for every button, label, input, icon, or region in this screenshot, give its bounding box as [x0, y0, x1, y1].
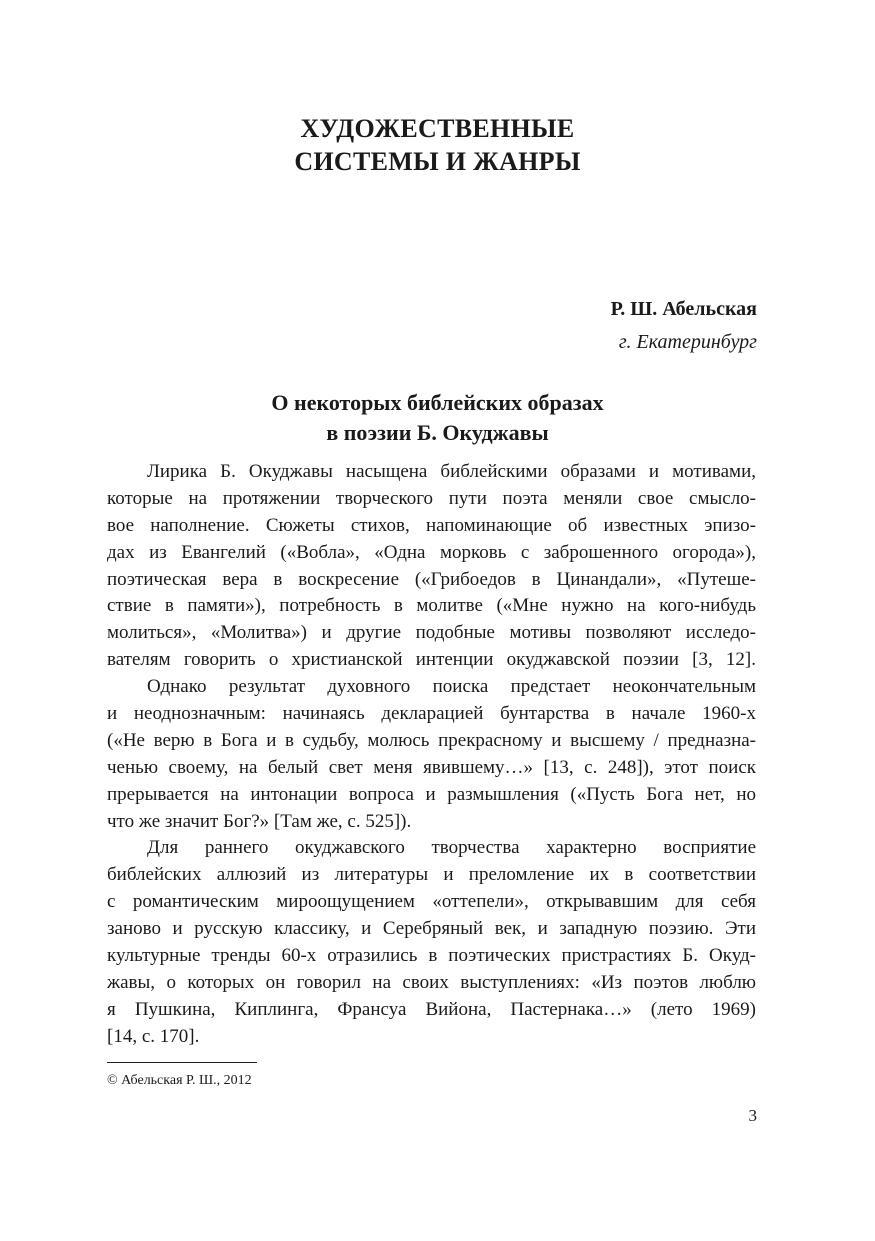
article-title-line-2: в поэзии Б. Окуджавы: [326, 420, 549, 445]
text-line: ченью своему, на белый свет меня явившему…» [13, с. 248]), этот поиск: [107, 756, 756, 778]
text-line: жавы, о которых он говорил на своих выступлениях: «Из поэтов люблю: [107, 971, 756, 993]
text-line: ствие в памяти»), потребность в молитве («Мне нужно на кого-нибудь: [107, 595, 756, 617]
paragraph-2: [107, 674, 756, 835]
text-line: вое наполнение. Сюжеты стихов, напоминающие об известных эпизо-: [107, 514, 756, 536]
section-title-line-2: СИСТЕМЫ И ЖАНРЫ: [294, 147, 581, 176]
text-line: («Не верю в Бога и в судьбу, молюсь прекрасному и высшему / предназна-: [107, 729, 756, 751]
section-title: [0, 112, 875, 178]
text-line: вателям говорить о христианской интенции окуджавской поэзии [3, 12].: [107, 649, 756, 671]
text-line: Лирика Б. Окуджавы насыщена библейскими образами и мотивами,: [147, 461, 756, 482]
text-line: я Пушкина, Киплинга, Франсуа Вийона, Пастернака…» (лето 1969): [107, 998, 756, 1020]
text-line: что же значит Бог?» [Там же, с. 525]).: [107, 810, 412, 832]
text-line: молиться», «Молитва») и другие подобные мотивы позволяют исследо-: [107, 622, 756, 644]
text-line: заново и русскую классику, и Серебряный век, и западную поэзию. Эти: [107, 918, 756, 940]
text-line: [14, с. 170].: [107, 1025, 200, 1047]
text-line: культурные тренды 60-х отразились в поэтических пристрастиях Б. Окуд-: [107, 945, 756, 967]
copyright-footnote: © Абельская Р. Ш., 2012: [107, 1073, 252, 1088]
text-line: библейских аллюзий из литературы и преломление их в соответствии: [107, 864, 756, 886]
text-line: и неоднозначным: начинаясь декларацией бунтарства в начале 1960-х: [107, 703, 756, 725]
section-title-line-1: ХУДОЖЕСТВЕННЫЕ: [300, 114, 575, 143]
author-city: г. Екатеринбург: [618, 331, 757, 353]
article-title-line-1: О некоторых библейских образах: [271, 390, 604, 415]
page-number: 3: [748, 1106, 757, 1125]
article-body: [107, 459, 756, 1051]
text-line: которые на протяжении творческого пути поэта меняли свое смысло-: [107, 487, 756, 509]
article-title: [0, 388, 875, 448]
text-line: поэтическая вера в воскресение («Грибоедов в Цинандали», «Путеше-: [107, 568, 756, 590]
text-line: Для раннего окуджавского творчества характерно восприятие: [147, 837, 756, 859]
paragraph-3: [107, 835, 756, 1050]
paragraph-1: [107, 459, 756, 674]
text-line: Однако результат духовного поиска предстает неокончательным: [147, 676, 756, 698]
text-line: прерывается на интонации вопроса и размышления («Пусть Бога нет, но: [107, 783, 756, 805]
author-name: Р. Ш. Абельская: [610, 298, 757, 320]
text-line: дах из Евангелий («Вобла», «Одна морковь с заброшенного огорода»),: [107, 541, 756, 563]
author-block: [611, 294, 757, 357]
text-line: с романтическим мироощущением «оттепели», открывавшим для себя: [107, 891, 756, 913]
footnote-divider: [107, 1062, 257, 1063]
